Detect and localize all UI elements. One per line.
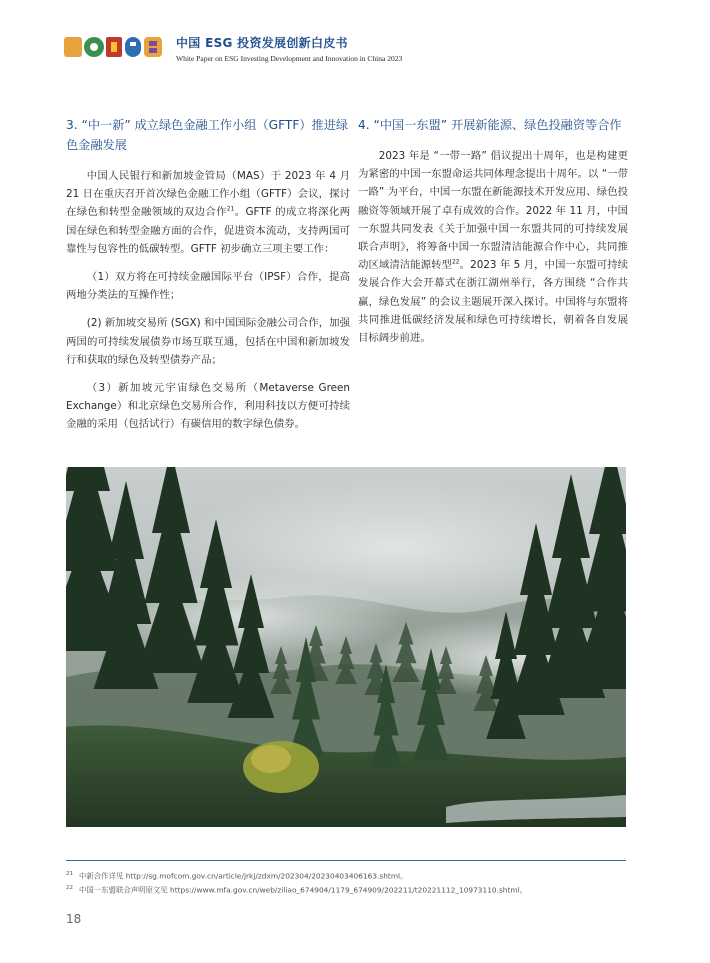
section-title-4: 4. “中国一东盟” 开展新能源、绿色投融资等合作 (358, 118, 622, 132)
forest-photo (66, 467, 626, 827)
paragraph-text: 2023 年是 “一带一路” 倡议提出十周年，也是构建更为紧密的中国一东盟命运共同体理念提出十周年。以 “一带一路” 为平台，中国一东盟在新能源技术开发应用、绿色投融资等领域开展了卓有成效的合作。2022 年 11 月，中国一东盟共同发表《关于加强中国一东盟共同的可持续发展联合声明》，将筹备中国一东盟清洁能源合作中心，共同推动区域清洁能源转型 (358, 150, 628, 272)
paragraph-text: 。GFTF 的成立将深化两国在绿色和转型金融方面的合作，促进资本流动，支持两国可靠性与包容性的低碳转型。GFTF 初步确立三项主要工作： (66, 206, 350, 255)
footnote-divider (66, 860, 626, 861)
report-logo (64, 34, 162, 60)
forest-image (66, 467, 626, 827)
paragraph-gftf (66, 167, 350, 258)
page-number: 18 (66, 912, 82, 926)
footnote-22 (66, 882, 646, 896)
footnote-ref-22[interactable]: 22 (451, 258, 460, 266)
footnote-ref-21[interactable]: 21 (226, 205, 235, 213)
right-column (358, 115, 628, 357)
page-header (64, 28, 664, 68)
header-title-en: White Paper on ESG Investing Development and Innovation in China 2023 (176, 54, 403, 63)
footnote-text[interactable]: 中国一东盟联合声明原文见 https://www.mfa.gov.cn/web/ziliao_674904/1179_674909/202211/t20221112_10973110.shtml。 (79, 885, 528, 895)
header-titles (176, 34, 402, 63)
header-title-cn: 中国 ESG 投资发展创新白皮书 (176, 36, 348, 50)
paragraph-text: 中国人民银行和新加坡金管局（MAS）于 2023 年 4 月 21 日在重庆召开首次绿色金融工作小组（GFTF）会议，探讨在绿色和转型金融领域的双边合作 (66, 170, 350, 219)
left-column (66, 115, 350, 444)
section-title-3: 3. “中一新” 成立绿色金融工作小组（GFTF）推进绿色金融发展 (66, 118, 349, 152)
footnotes (66, 868, 646, 897)
footnote-number: 22 (66, 885, 73, 892)
footnote-number: 21 (66, 871, 73, 877)
footnote-21 (66, 868, 646, 882)
footnote-text[interactable]: 中新合作详见 http://sg.mofcom.gov.cn/article/jrkj/zdxm/202304/20230403406163.shtml。 (79, 871, 408, 881)
paragraph-text: 。2023 年 5 月，中国一东盟可持续发展合作大会开幕式在浙江湖州举行，各方围绕 “合作共赢，绿色发展” 的会议主题展开深入探讨。中国将与东盟将共同推进低碳经济发展和绿色可持续增长，朝着各自发展目标阔步前进。 (358, 259, 629, 345)
list-item-2: (2) 新加坡交易所 (SGX) 和中国国际金融公司合作，加强两国的可持续发展债券市场互联互通，包括在中国和新加坡发行和获取的绿色及转型债券产品； (66, 317, 350, 366)
list-item-3: （3）新加坡元宇宙绿色交易所（Metaverse Green Exchange）和北京绿色交易所合作，利用科技以方便可持续金融的采用（包括试行）有碳信用的数字绿色债券。 (66, 382, 350, 431)
list-item-1: （1）双方将在可持续金融国际平台（IPSF）合作，提高两地分类法的互操作性； (66, 271, 350, 302)
paragraph-asean (358, 147, 628, 347)
